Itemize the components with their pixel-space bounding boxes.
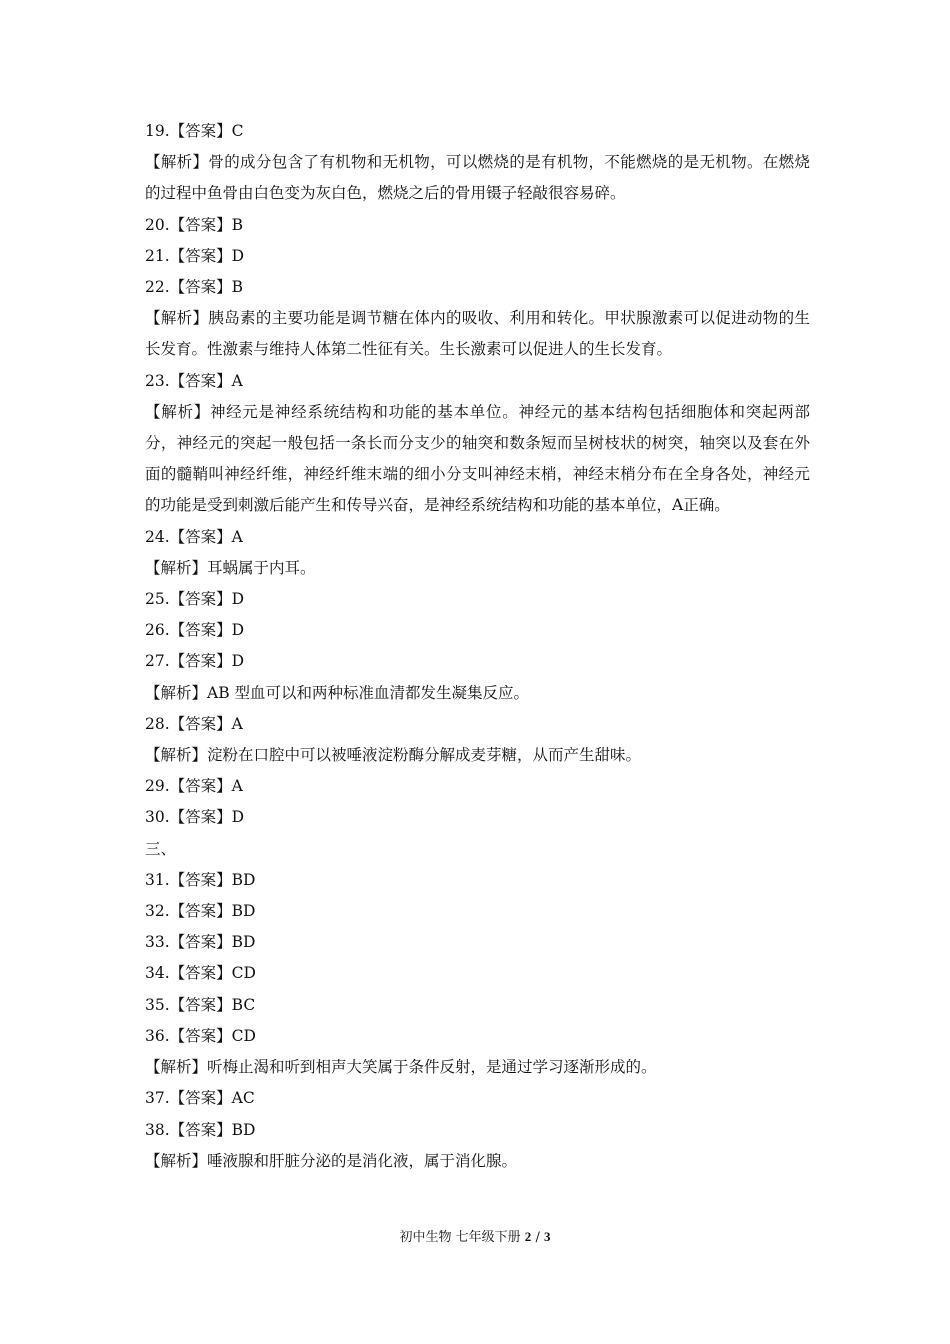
footer-page-total: 3 bbox=[543, 1229, 551, 1244]
answer-25: 25.【答案】D bbox=[145, 590, 245, 609]
answer-21: 21.【答案】D bbox=[145, 246, 245, 265]
answer-22: 22.【答案】B bbox=[145, 278, 244, 297]
analysis-19: 【解析】骨的成分包含了有机物和无机物，可以燃烧的是有机物，不能燃烧的是无机物。在燃烧的过程中鱼骨由白色变为灰白色，燃烧之后的骨用镊子轻敲很容易碎。 bbox=[145, 153, 810, 203]
answer-32: 32.【答案】BD bbox=[145, 902, 256, 921]
section-heading-3: 三、 bbox=[145, 839, 177, 858]
answer-30: 30.【答案】D bbox=[145, 808, 245, 827]
footer-page-separator: / bbox=[535, 1230, 540, 1245]
answer-35: 35.【答案】BC bbox=[145, 995, 256, 1014]
answer-36: 36.【答案】CD bbox=[145, 1026, 256, 1045]
answer-28: 28.【答案】A bbox=[145, 714, 243, 733]
answer-34: 34.【答案】CD bbox=[145, 964, 256, 983]
analysis-38: 【解析】唾液腺和肝脏分泌的是消化液，属于消化腺。 bbox=[145, 1151, 518, 1170]
answer-23: 23.【答案】A bbox=[145, 371, 243, 390]
footer-page-current: 2 bbox=[524, 1229, 532, 1244]
analysis-28: 【解析】淀粉在口腔中可以被唾液淀粉酶分解成麦芽糖，从而产生甜味。 bbox=[145, 746, 642, 765]
analysis-22: 【解析】胰岛素的主要功能是调节糖在体内的吸收、利用和转化。甲状腺激素可以促进动物的生长发育。性激素与维持人体第二性征有关。生长激素可以促进人的生长发育。 bbox=[145, 309, 810, 359]
answer-33: 33.【答案】BD bbox=[145, 933, 256, 952]
answer-26: 26.【答案】D bbox=[145, 621, 245, 640]
answer-20: 20.【答案】B bbox=[145, 215, 244, 234]
document-body bbox=[145, 116, 810, 1177]
analysis-36: 【解析】听梅止渴和听到相声大笑属于条件反射，是通过学习逐渐形成的。 bbox=[145, 1058, 657, 1077]
footer-subject: 初中生物 七年级下册 bbox=[399, 1230, 521, 1245]
analysis-27: 【解析】AB 型血可以和两种标准血清都发生凝集反应。 bbox=[145, 683, 530, 702]
answer-24: 24.【答案】A bbox=[145, 527, 243, 546]
answer-27: 27.【答案】D bbox=[145, 652, 245, 671]
answer-38: 38.【答案】BD bbox=[145, 1120, 256, 1139]
answer-29: 29.【答案】A bbox=[145, 777, 243, 796]
answer-19: 19.【答案】C bbox=[145, 122, 244, 140]
answer-31: 31.【答案】BD bbox=[145, 870, 256, 889]
answer-37: 37.【答案】AC bbox=[145, 1089, 255, 1108]
analysis-23: 【解析】神经元是神经系统结构和功能的基本单位。神经元的基本结构包括细胞体和突起两部分，神经元的突起一般包括一条长而分支少的轴突和数条短而呈树枝状的树突，轴突以及套在外面的髓鞘叫神经纤维，神经纤维末端的细小分支叫神经末梢，神经末梢分布在全身各处，神经元的功能是受到刺激后能产生和传导兴奋，是神经系统结构和功能的基本单位，A正确。 bbox=[145, 402, 810, 515]
page-footer bbox=[0, 1226, 950, 1245]
analysis-24: 【解析】耳蜗属于内耳。 bbox=[145, 558, 316, 577]
